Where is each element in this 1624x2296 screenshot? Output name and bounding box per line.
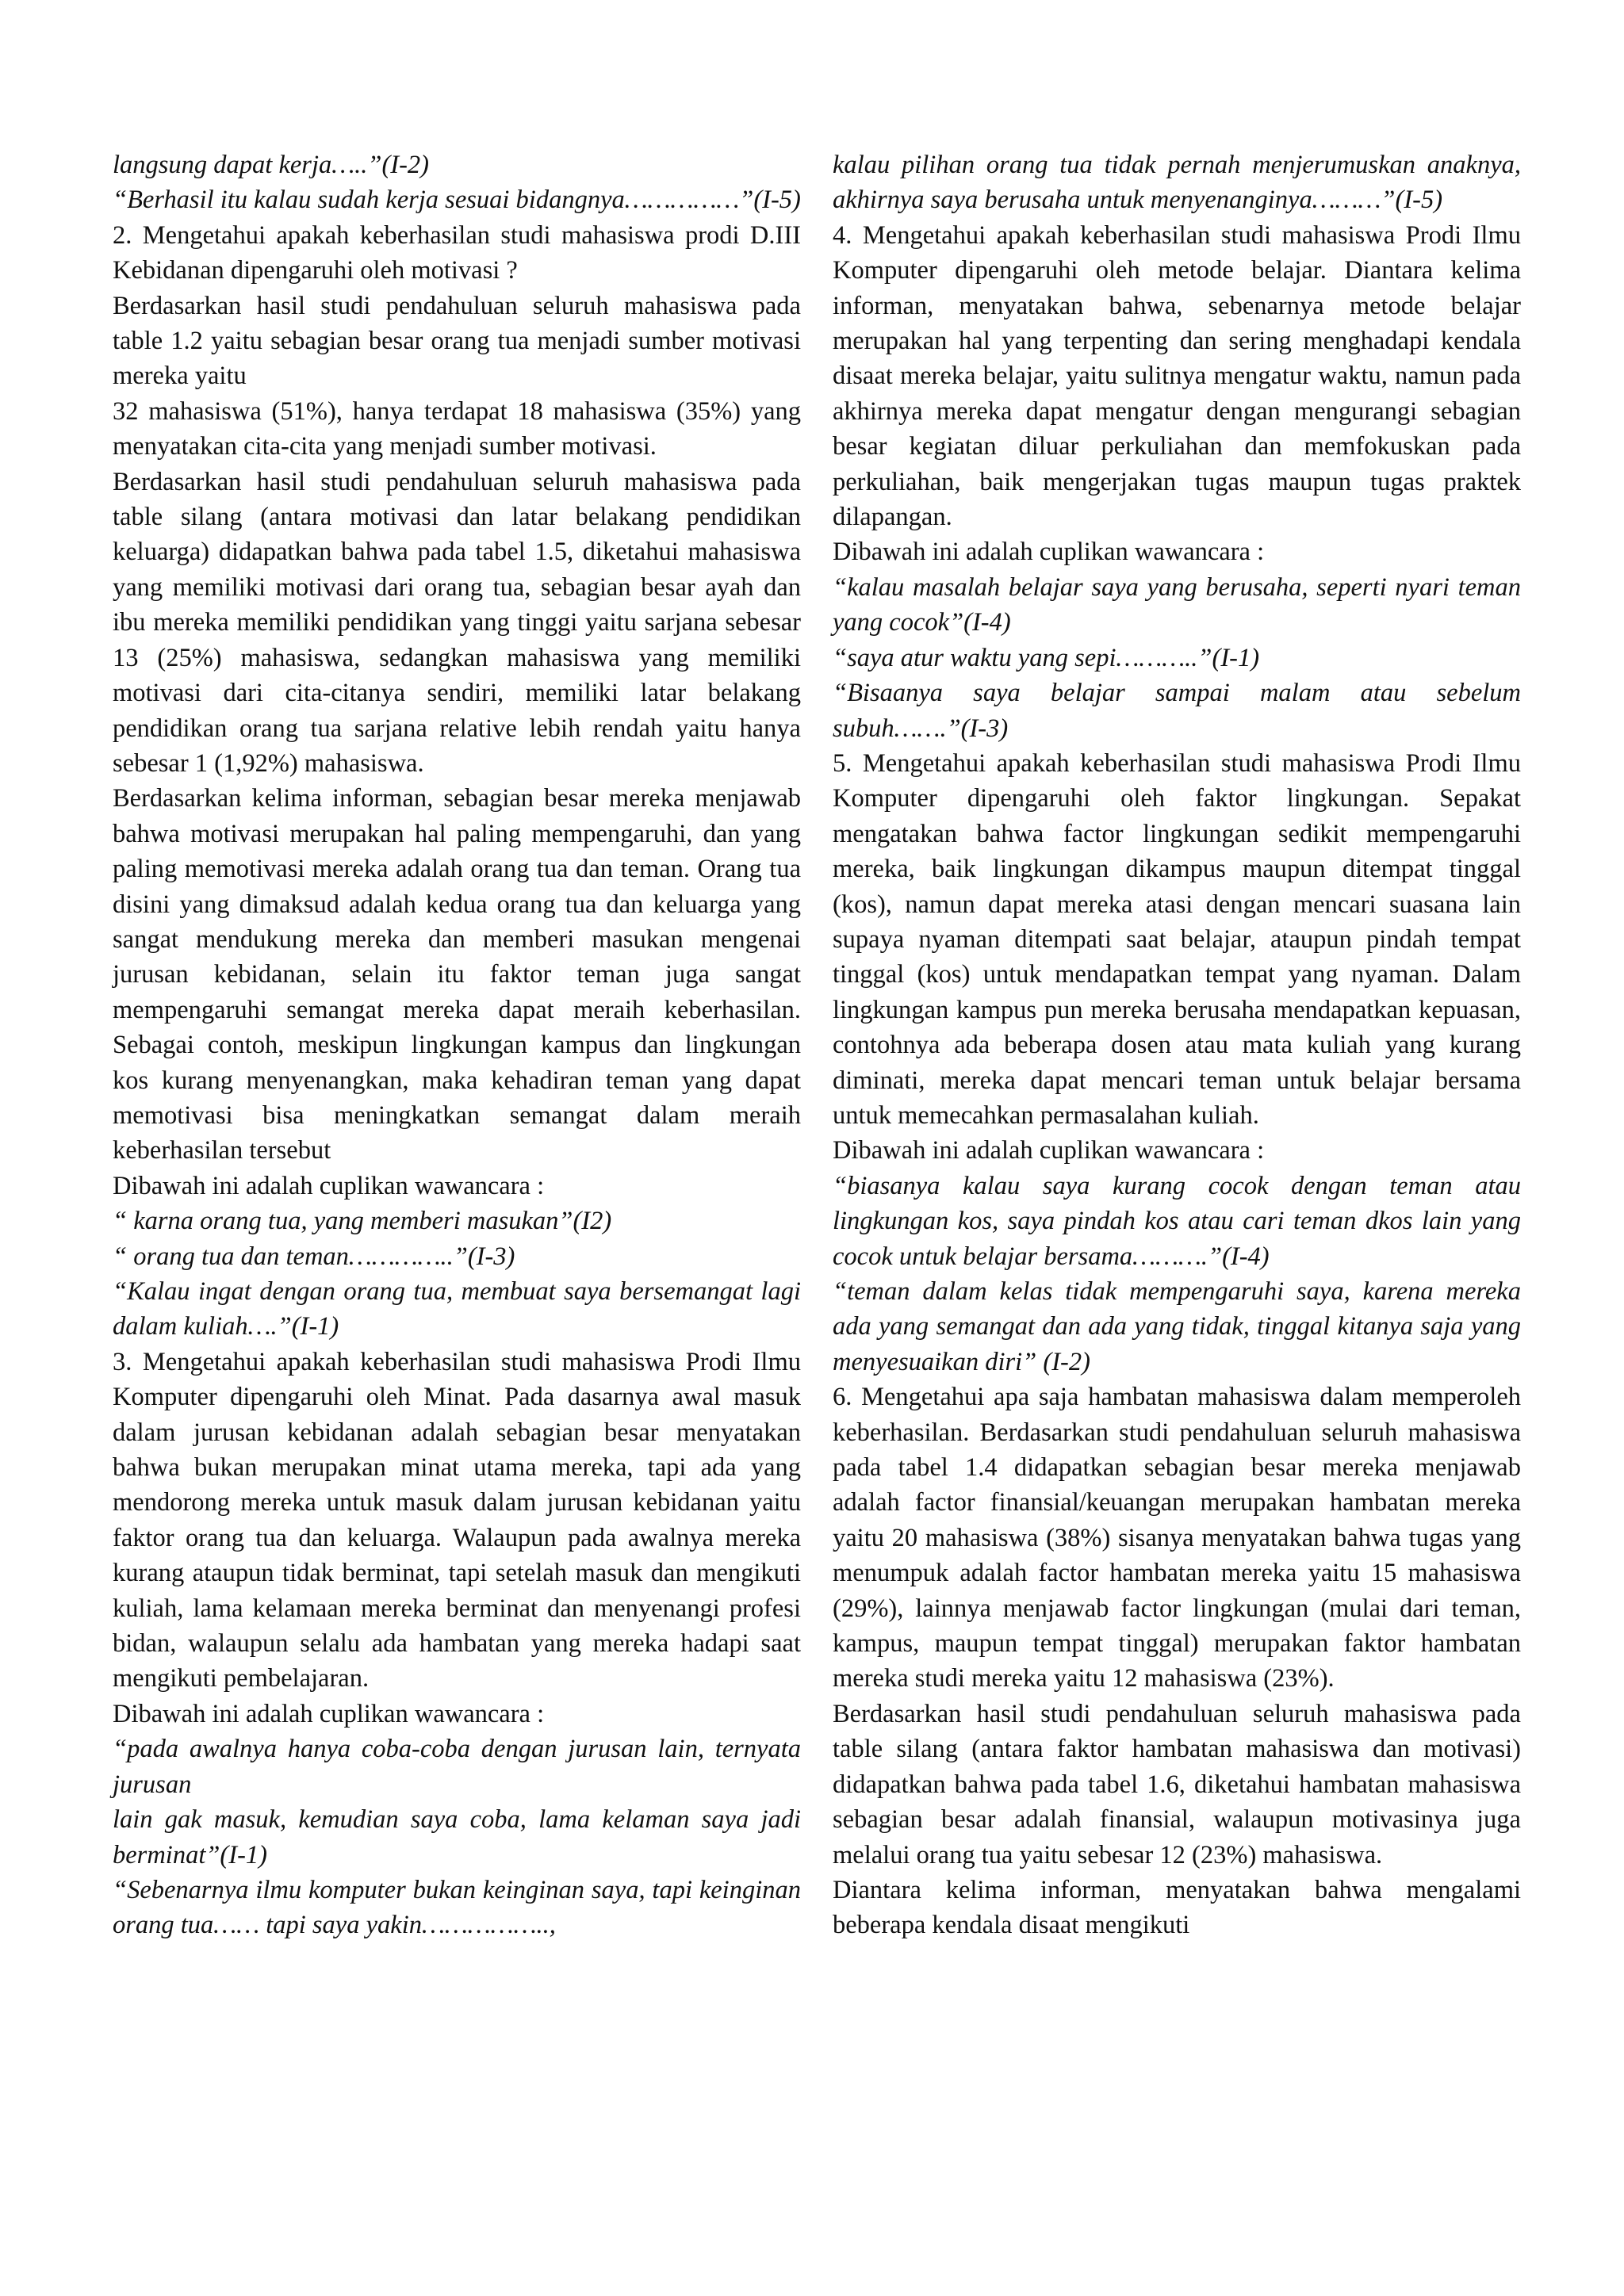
quote-line: “ orang tua dan teman…………..”(I-3) [113, 1242, 515, 1271]
paragraph: Berdasarkan hasil studi pendahuluan seluruh mahasiswa pada table 1.2 yaitu sebagian besar orang tua menjadi sumber motivasi mereka yaitu [113, 291, 801, 391]
quote-line: “Bisaanya saya belajar sampai malam atau sebelum subuh…….”(I-3) [833, 679, 1521, 743]
interview-intro: Dibawah ini adalah cuplikan wawancara : [113, 1171, 545, 1200]
quote-line: “pada awalnya hanya coba-coba dengan jurusan lain, ternyata jurusan [113, 1735, 801, 1799]
section-heading-3: 3. Mengetahui apakah keberhasilan studi mahasiswa Prodi Ilmu Komputer dipengaruhi oleh Minat. Pada dasarnya awal masuk dalam jurusan kebidanan adalah sebagian besar menyatakan bahwa bukan merupakan minat utama mereka, tapi ada yang mendorong mereka untuk masuk dalam jurusan kebidanan yaitu faktor orang tua dan keluarga. Walaupun pada awalnya mereka kurang ataupun tidak berminat, tapi setelah masuk dan mengikuti kuliah, lama kelamaan mereka berminat dan menyenangi profesi bidan, walaupun selalu ada hambatan yang mereka hadapi saat mengikuti pembelajaran. [113, 1347, 801, 1693]
right-column [833, 147, 1521, 1943]
quote-line: langsung dapat kerja…..”(I-2) [113, 151, 429, 179]
paragraph: Berdasarkan hasil studi pendahuluan seluruh mahasiswa pada table silang (antara motivasi dan latar belakang pendidikan keluarga) didapatkan bahwa pada tabel 1.5, diketahui mahasiswa yang memiliki motivasi dari orang tua, sebagian besar ayah dan ibu mereka memiliki pendidikan yang tinggi yaitu sarjana sebesar 13 (25%) mahasiswa, sedangkan mahasiswa yang memiliki motivasi dari cita-citanya sendiri, memiliki latar belakang pendidikan orang tua sarjana relative lebih rendah yaitu hanya sebesar 1 (1,92%) mahasiswa. [113, 467, 801, 778]
quote-line: “Berhasil itu kalau sudah kerja sesuai bidangnya……………”(I-5) [113, 186, 801, 215]
quote-line: “ karna orang tua, yang memberi masukan”(I2) [113, 1207, 612, 1236]
quote-line: lain gak masuk, kemudian saya coba, lama kelaman saya jadi berminat”(I-1) [113, 1805, 801, 1869]
left-column [113, 147, 801, 1943]
quote-line: kalau pilihan orang tua tidak pernah menjerumuskan anaknya, akhirnya saya berusaha untuk menyenanginya………”(I-5) [833, 151, 1521, 215]
paragraph: 32 mahasiswa (51%), hanya terdapat 18 mahasiswa (35%) yang menyatakan cita-cita yang menjadi sumber motivasi. [113, 396, 801, 461]
interview-intro: Dibawah ini adalah cuplikan wawancara : [113, 1699, 545, 1728]
quote-line: “Kalau ingat dengan orang tua, membuat saya bersemangat lagi dalam kuliah….”(I-1) [113, 1277, 801, 1341]
interview-intro: Dibawah ini adalah cuplikan wawancara : [833, 538, 1265, 567]
paragraph: Berdasarkan hasil studi pendahuluan seluruh mahasiswa pada table silang (antara faktor hambatan mahasiswa dan motivasi) didapatkan bahwa pada tabel 1.6, diketahui hambatan mahasiswa sebagian besar adalah finansial, walaupun motivasinya juga melalui orang tua yaitu sebesar 12 (23%) mahasiswa. [833, 1699, 1521, 1869]
section-heading-2: 2. Mengetahui apakah keberhasilan studi mahasiswa prodi D.III Kebidanan dipengaruhi oleh motivasi ? [113, 220, 801, 285]
quote-line: “biasanya kalau saya kurang cocok dengan teman atau lingkungan kos, saya pindah kos atau cari teman dkos lain yang cocok untuk belajar bersama……….”(I-4) [833, 1171, 1521, 1271]
section-heading-4: 4. Mengetahui apakah keberhasilan studi mahasiswa Prodi Ilmu Komputer dipengaruhi oleh metode belajar. Diantara kelima informan, menyatakan bahwa, sebenarnya metode belajar merupakan hal yang terpenting dan sering menghadapi kendala disaat mereka belajar, yaitu sulitnya mengatur waktu, namun pada akhirnya mereka dapat mengatur dengan mengurangi sebagian besar kegiatan diluar perkuliahan dan memfokuskan pada perkuliahan, baik mengerjakan tugas maupun tugas praktek dilapangan. [833, 220, 1521, 532]
interview-intro: Dibawah ini adalah cuplikan wawancara : [833, 1136, 1265, 1165]
quote-line: “saya atur waktu yang sepi………..”(I-1) [833, 643, 1260, 672]
section-heading-6: 6. Mengetahui apa saja hambatan mahasiswa dalam memperoleh keberhasilan. Berdasarkan studi pendahuluan seluruh mahasiswa pada tabel 1.4 didapatkan sebagian besar mereka menjawab adalah factor finansial/keuangan merupakan hambatan mereka yaitu 20 mahasiswa (38%) sisanya menyatakan bahwa tugas yang menumpuk adalah factor hambatan mereka yaitu 15 mahasiswa (29%), lainnya menjawab factor lingkungan (mulai dari teman, kampus, maupun tempat tinggal) merupakan faktor hambatan mereka studi mereka yaitu 12 mahasiswa (23%). [833, 1383, 1521, 1693]
section-heading-5: 5. Mengetahui apakah keberhasilan studi mahasiswa Prodi Ilmu Komputer dipengaruhi oleh faktor lingkungan. Sepakat mengatakan bahwa factor lingkungan sedikit mempengaruhi mereka, baik lingkungan dikampus maupun ditempat tinggal (kos), namun dapat mereka atasi dengan mencari suasana lain supaya nyaman ditempati saat belajar, ataupun pindah tempat tinggal (kos) untuk mendapatkan tempat yang nyaman. Dalam lingkungan kampus pun mereka berusaha mendapatkan kepuasan, contohnya ada beberapa dosen atau mata kuliah yang kurang diminati, mereka dapat mencari teman untuk belajar bersama untuk memecahkan permasalahan kuliah. [833, 748, 1521, 1130]
quote-line: “Sebenarnya ilmu komputer bukan keinginan saya, tapi keinginan orang tua…… tapi saya yakin…………….., [113, 1875, 801, 1940]
quote-line: “teman dalam kelas tidak mempengaruhi saya, karena mereka ada yang semangat dan ada yang tidak, tinggal kitanya saja yang menyesuaikan diri” (I-2) [833, 1277, 1521, 1376]
paragraph: Diantara kelima informan, menyatakan bahwa mengalami beberapa kendala disaat mengikuti [833, 1875, 1521, 1940]
quote-line: “kalau masalah belajar saya yang berusaha, seperti nyari teman yang cocok”(I-4) [833, 572, 1521, 637]
paragraph: Berdasarkan kelima informan, sebagian besar mereka menjawab bahwa motivasi merupakan hal paling mempengaruhi, dan yang paling memotivasi mereka adalah orang tua dan teman. Orang tua disini yang dimaksud adalah kedua orang tua dan keluarga yang sangat mendukung mereka dan memberi masukan mengenai jurusan kebidanan, selain itu faktor teman juga sangat mempengaruhi semangat mereka dapat meraih keberhasilan. Sebagai contoh, meskipun lingkungan kampus dan lingkungan kos kurang menyenangkan, maka kehadiran teman yang dapat memotivasi bisa meningkatkan semangat dalam meraih keberhasilan tersebut [113, 784, 801, 1165]
